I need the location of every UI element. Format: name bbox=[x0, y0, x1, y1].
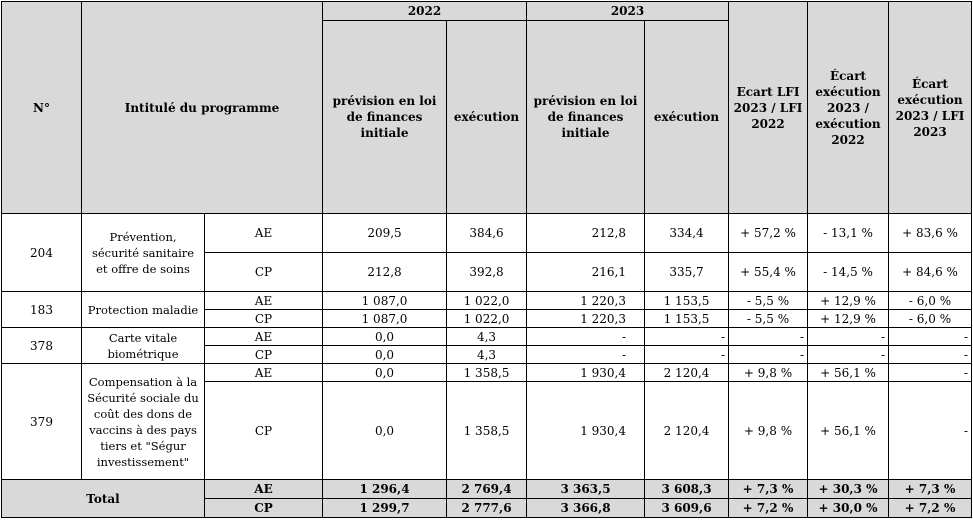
credit-type: AE bbox=[205, 480, 323, 499]
header-ecart-exec-lfi: Écart exécution 2023 / LFI 2023 bbox=[889, 2, 972, 214]
exec-2022-total: 2 769,4 bbox=[447, 480, 527, 499]
plf-2023-value: 1 220,3 bbox=[527, 310, 645, 328]
ecart-exec-value: - 14,5 % bbox=[808, 253, 889, 292]
header-year-2023: 2023 bbox=[527, 2, 729, 21]
program-label: Compensation à la Sécurité sociale du coût des dons de vaccins à des pays tiers et "Ségur investissement" bbox=[82, 364, 205, 480]
ecart-exec-lfi-value: - bbox=[889, 364, 972, 382]
program-num: 378 bbox=[2, 328, 82, 364]
plf-2023-value: 1 930,4 bbox=[527, 364, 645, 382]
program-label: Carte vitale biométrique bbox=[82, 328, 205, 364]
credit-type: CP bbox=[205, 346, 323, 364]
total-label: Total bbox=[2, 480, 205, 518]
program-num: 183 bbox=[2, 292, 82, 328]
ecart-exec-lfi-value: - 6,0 % bbox=[889, 292, 972, 310]
credit-type: AE bbox=[205, 214, 323, 253]
plf-2023-total: 3 366,8 bbox=[527, 499, 645, 518]
ecart-exec-value: - 13,1 % bbox=[808, 214, 889, 253]
ecart-lfi-value: + 9,8 % bbox=[729, 364, 808, 382]
credit-type: AE bbox=[205, 328, 323, 346]
header-num: N° bbox=[2, 2, 82, 214]
ecart-lfi-value: + 9,8 % bbox=[729, 382, 808, 480]
header-exec-2023: exécution bbox=[645, 21, 729, 214]
plf-2022-total: 1 296,4 bbox=[323, 480, 447, 499]
ecart-exec-value: + 12,9 % bbox=[808, 292, 889, 310]
ecart-exec-lfi-total: + 7,2 % bbox=[889, 499, 972, 518]
exec-2023-value: 1 153,5 bbox=[645, 292, 729, 310]
plf-2022-value: 0,0 bbox=[323, 364, 447, 382]
ecart-exec-value: + 12,9 % bbox=[808, 310, 889, 328]
program-num: 379 bbox=[2, 364, 82, 480]
ecart-lfi-value: - bbox=[729, 328, 808, 346]
ecart-lfi-value: - 5,5 % bbox=[729, 292, 808, 310]
credit-type: CP bbox=[205, 499, 323, 518]
header-exec-2022: exécution bbox=[447, 21, 527, 214]
header-ecart-exec: Écart exécution 2023 / exécution 2022 bbox=[808, 2, 889, 214]
header-ecart-lfi: Ecart LFI 2023 / LFI 2022 bbox=[729, 2, 808, 214]
table-row bbox=[2, 292, 972, 310]
program-label: Prévention, sécurité sanitaire et offre de soins bbox=[82, 214, 205, 292]
plf-2022-value: 212,8 bbox=[323, 253, 447, 292]
credit-type: AE bbox=[205, 292, 323, 310]
plf-2023-total: 3 363,5 bbox=[527, 480, 645, 499]
header-plf-2023: prévision en loi de finances initiale bbox=[527, 21, 645, 214]
exec-2023-value: 2 120,4 bbox=[645, 382, 729, 480]
exec-2023-total: 3 608,3 bbox=[645, 480, 729, 499]
exec-2023-value: 334,4 bbox=[645, 214, 729, 253]
exec-2023-value: - bbox=[645, 346, 729, 364]
ecart-exec-value: - bbox=[808, 346, 889, 364]
ecart-exec-lfi-value: - 6,0 % bbox=[889, 310, 972, 328]
ecart-exec-lfi-value: - bbox=[889, 328, 972, 346]
plf-2023-value: 1 220,3 bbox=[527, 292, 645, 310]
exec-2022-value: 392,8 bbox=[447, 253, 527, 292]
plf-2023-value: - bbox=[527, 328, 645, 346]
ecart-exec-lfi-value: - bbox=[889, 346, 972, 364]
credit-type: CP bbox=[205, 382, 323, 480]
program-num: 204 bbox=[2, 214, 82, 292]
ecart-lfi-total: + 7,3 % bbox=[729, 480, 808, 499]
exec-2022-total: 2 777,6 bbox=[447, 499, 527, 518]
exec-2022-value: 384,6 bbox=[447, 214, 527, 253]
plf-2023-value: 1 930,4 bbox=[527, 382, 645, 480]
ecart-exec-total: + 30,3 % bbox=[808, 480, 889, 499]
credit-type: CP bbox=[205, 310, 323, 328]
exec-2022-value: 1 358,5 bbox=[447, 364, 527, 382]
plf-2023-value: 212,8 bbox=[527, 214, 645, 253]
header-program: Intitulé du programme bbox=[82, 2, 323, 214]
credit-type: CP bbox=[205, 253, 323, 292]
program-label: Protection maladie bbox=[82, 292, 205, 328]
ecart-exec-lfi-value: - bbox=[889, 382, 972, 480]
exec-2022-value: 1 358,5 bbox=[447, 382, 527, 480]
budget-table bbox=[1, 1, 972, 518]
exec-2023-total: 3 609,6 bbox=[645, 499, 729, 518]
total-row bbox=[2, 480, 972, 499]
plf-2023-value: 216,1 bbox=[527, 253, 645, 292]
table-row bbox=[2, 328, 972, 346]
plf-2022-value: 209,5 bbox=[323, 214, 447, 253]
ecart-lfi-total: + 7,2 % bbox=[729, 499, 808, 518]
exec-2023-value: - bbox=[645, 328, 729, 346]
plf-2022-value: 1 087,0 bbox=[323, 310, 447, 328]
plf-2022-value: 1 087,0 bbox=[323, 292, 447, 310]
ecart-lfi-value: + 57,2 % bbox=[729, 214, 808, 253]
ecart-exec-value: + 56,1 % bbox=[808, 364, 889, 382]
credit-type: AE bbox=[205, 364, 323, 382]
exec-2023-value: 2 120,4 bbox=[645, 364, 729, 382]
ecart-exec-value: - bbox=[808, 328, 889, 346]
ecart-lfi-value: - bbox=[729, 346, 808, 364]
exec-2022-value: 4,3 bbox=[447, 346, 527, 364]
ecart-lfi-value: + 55,4 % bbox=[729, 253, 808, 292]
header-year-2022: 2022 bbox=[323, 2, 527, 21]
exec-2023-value: 1 153,5 bbox=[645, 310, 729, 328]
exec-2022-value: 1 022,0 bbox=[447, 310, 527, 328]
header-plf-2022: prévision en loi de finances initiale bbox=[323, 21, 447, 214]
plf-2022-value: 0,0 bbox=[323, 346, 447, 364]
ecart-exec-total: + 30,0 % bbox=[808, 499, 889, 518]
plf-2022-total: 1 299,7 bbox=[323, 499, 447, 518]
exec-2022-value: 1 022,0 bbox=[447, 292, 527, 310]
ecart-exec-lfi-value: + 83,6 % bbox=[889, 214, 972, 253]
table-row bbox=[2, 364, 972, 382]
table-row bbox=[2, 214, 972, 253]
plf-2022-value: 0,0 bbox=[323, 328, 447, 346]
ecart-exec-value: + 56,1 % bbox=[808, 382, 889, 480]
exec-2023-value: 335,7 bbox=[645, 253, 729, 292]
ecart-exec-lfi-total: + 7,3 % bbox=[889, 480, 972, 499]
ecart-exec-lfi-value: + 84,6 % bbox=[889, 253, 972, 292]
exec-2022-value: 4,3 bbox=[447, 328, 527, 346]
plf-2023-value: - bbox=[527, 346, 645, 364]
plf-2022-value: 0,0 bbox=[323, 382, 447, 480]
ecart-lfi-value: - 5,5 % bbox=[729, 310, 808, 328]
